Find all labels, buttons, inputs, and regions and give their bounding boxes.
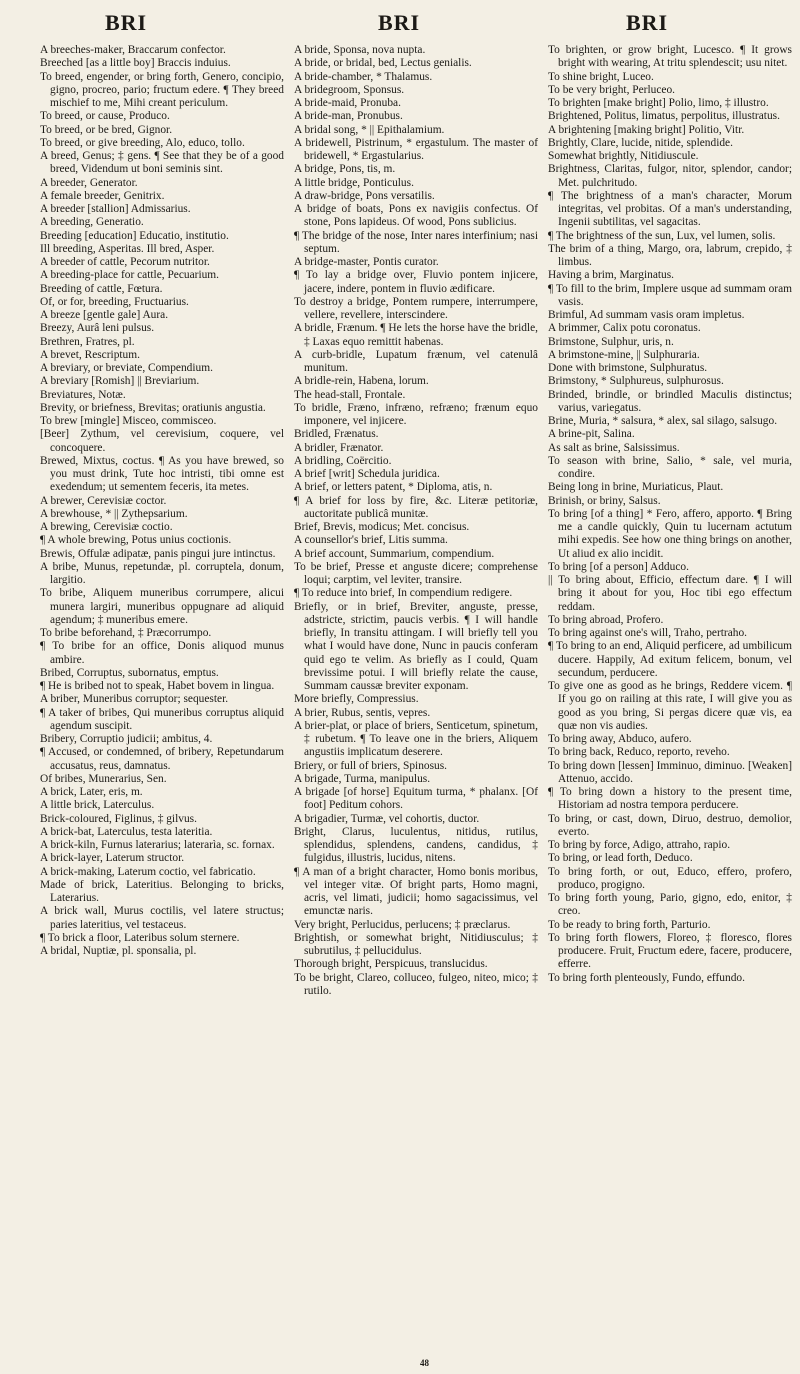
dictionary-entry: To breed, engender, or bring forth, Genero, concipio, gigno, procreo, pario; fructum edere. ¶ They breed mischief to me, Mihi creant periculum. [40, 70, 284, 109]
dictionary-entry: Brightish, or somewhat bright, Nitidiusculus; ‡ subrutilus, ‡ pellucidulus. [294, 931, 538, 957]
dictionary-entry: To give one as good as he brings, Reddere vicem. ¶ If you go on railing at this rate, I will give you as good as you bring, Si pergas dicere quæ vis, ea quæ non vis audies. [548, 680, 792, 732]
dictionary-entry: A brier-plat, or place of briers, Senticetum, spinetum, ‡ rubetum. ¶ To leave one in the briers, Aliquem angustiis implicatum deserere. [294, 719, 538, 759]
dictionary-entry: Being long in brine, Muriaticus, Plaut. [548, 481, 724, 494]
dictionary-entry: To breed, or cause, Produco. [40, 110, 170, 123]
dictionary-entry: A breeding-place for cattle, Pecuarium. [40, 269, 220, 282]
dictionary-entry: Breeding [education] Educatio, institutio. [40, 229, 229, 242]
dictionary-entry: [Beer] Zythum, vel cerevisium, coquere, vel concoquere. [40, 428, 284, 454]
dictionary-entry: As salt as brine, Salsissimus. [548, 441, 680, 454]
dictionary-entry: To bring, or lead forth, Deduco. [548, 852, 693, 865]
left-column [40, 44, 284, 1356]
dictionary-entry: Briery, or full of briers, Spinosus. [294, 759, 448, 772]
dictionary-entry: A breviary, or breviate, Compendium. [40, 362, 213, 374]
dictionary-entry: To be ready to bring forth, Parturio. [548, 918, 711, 931]
dictionary-entry: A little bridge, Ponticulus. [294, 176, 414, 189]
dictionary-entry: To bring against one's will, Traho, pertraho. [548, 627, 747, 639]
dictionary-entry: Brightness, Claritas, fulgor, nitor, splendor, candor; Met. pulchritudo. [548, 163, 792, 189]
dictionary-entry: Brimful, Ad summam vasis oram impletus. [548, 309, 745, 321]
dictionary-entry: A breeze [gentle gale] Aura. [40, 309, 169, 321]
dictionary-entry: A brevet, Rescriptum. [40, 348, 140, 361]
dictionary-entry: A brewer, Cerevisiæ coctor. [40, 494, 167, 507]
dictionary-entry: To be brief, Presse et anguste dicere; comprehense loqui; carptim, vel leviter, transire. [294, 560, 538, 586]
dictionary-entry: A brick-making, Laterum coctio, vel fabricatio. [40, 865, 256, 878]
dictionary-entry: A bridge-master, Pontis curator. [294, 256, 439, 268]
dictionary-entry: ¶ To fill to the brim, Implere usque ad summam oram vasis. [548, 282, 792, 308]
dictionary-entry: A bridge of boats, Pons ex navigiis confectus. Of stone, Pons lapideus. Of wood, Pons sublicius. [294, 203, 538, 229]
dictionary-entry: A breed, Genus; ‡ gens. ¶ See that they be of a good breed, Videndum ut boni seminis sint. [40, 150, 284, 176]
dictionary-entry: ¶ To lay a bridge over, Fluvio pontem injicere, jacere, indere, pontem in fluvio ædificare. [294, 269, 538, 295]
dictionary-entry: A bridewell, Pistrinum, * ergastulum. The master of bridewell, * Ergastularius. [294, 136, 538, 162]
running-header-left: BRI [105, 10, 148, 35]
dictionary-entry: Briefly, or in brief, Breviter, anguste, presse, adstricte, strictim, paucis verbis. ¶ I will handle briefly, In transitu attingam. I will briefly tell you what I would have done, Nunc in paucis conferam quid ego te velim. As briefly as I could, Quam brevissime potui. I will briefly relate the cause, Summam caussæ breviter exponam. [294, 600, 538, 692]
dictionary-entry: To be bright, Clareo, colluceo, fulgeo, niteo, mico; ‡ rutilo. [294, 971, 538, 997]
dictionary-entry: The brim of a thing, Margo, ora, labrum, crepido, ‡ limbus. [548, 242, 792, 268]
dictionary-entry: A brick-kiln, Furnus laterarius; laterarìa, sc. fornax. [40, 839, 275, 851]
dictionary-entry: Breeched [as a little boy] Braccis induius. [40, 57, 231, 70]
dictionary-entry: Of bribes, Munerarius, Sen. [40, 772, 167, 785]
dictionary-entry: A bridler, Frænator. [294, 441, 384, 454]
dictionary-entry: To bring [of a person] Adduco. [548, 560, 689, 573]
dictionary-entry: To bring forth young, Pario, gigno, edo, enitor, ‡ creo. [548, 892, 792, 918]
dictionary-entry: Made of brick, Lateritius. Belonging to bricks, Laterarius. [40, 878, 284, 904]
dictionary-entry: To bring forth plenteously, Fundo, effundo. [548, 971, 745, 984]
dictionary-entry: ¶ A whole brewing, Potus unius coctionis. [40, 534, 232, 547]
running-header-center: BRI [378, 10, 421, 35]
dictionary-entry: A breeder [stallion] Admissarius. [40, 203, 191, 215]
dictionary-entry: To bribe beforehand, ‡ Præcorrumpo. [40, 627, 212, 639]
dictionary-entry: A bride-maid, Pronuba. [294, 97, 401, 109]
dictionary-entry: Bribery, Corruptio judicii; ambitus, 4. [40, 733, 213, 745]
dictionary-entry: Bright, Clarus, luculentus, nitidus, rutilus, splendidus, splendens, candens, candidus, ‡ fulgidus, illustris, lucidus, nitens. [294, 825, 538, 865]
dictionary-entry: ¶ Accused, or condemned, of bribery, Repetundarum accusatus, reus, damnatus. [40, 746, 284, 772]
dictionary-entry: To season with brine, Salio, * sale, vel muria, condire. [548, 454, 792, 480]
dictionary-entry: To shine bright, Luceo. [548, 70, 654, 83]
dictionary-entry: Breeding of cattle, Fœtura. [40, 282, 163, 295]
dictionary-entry: Ill breeding, Asperitas. Ill bred, Asper. [40, 242, 215, 255]
dictionary-entry: A bridling, Coërcitio. [294, 454, 392, 467]
dictionary-entry: To bridle, Fræno, infræno, refræno; frænum equo imponere, vel injicere. [294, 401, 538, 427]
dictionary-entry: To brew [mingle] Misceo, commisceo. [40, 415, 217, 427]
running-headers [0, 10, 800, 38]
dictionary-entry: Brine, Muria, * salsura, * alex, sal silago, salsugo. [548, 415, 778, 427]
dictionary-entry: Thorough bright, Perspicuus, translucidus. [294, 958, 488, 971]
dictionary-entry: A bridge, Pons, tis, m. [294, 163, 396, 176]
dictionary-entry: To bring abroad, Profero. [548, 613, 664, 626]
dictionary-entry: A brick-bat, Laterculus, testa lateritia. [40, 825, 213, 838]
dictionary-entry: ¶ To brick a floor, Lateribus solum sternere. [40, 931, 240, 944]
dictionary-entry: To destroy a bridge, Pontem rumpere, interrumpere, vellere, revellere, interscindere. [294, 295, 538, 321]
dictionary-entry: A brier, Rubus, sentis, vepres. [294, 706, 431, 719]
dictionary-entry: More briefly, Compressius. [294, 693, 419, 706]
dictionary-entry: To bring down [lessen] Imminuo, diminuo. [Weaken] Attenuo, accido. [548, 759, 792, 785]
dictionary-entry: A brewing, Cerevisiæ coctio. [40, 521, 173, 533]
dictionary-entry: A brimstone-mine, || Sulphuraria. [548, 348, 700, 361]
page-number: 48 [420, 1358, 429, 1368]
dictionary-entry: A bride, Sponsa, nova nupta. [294, 44, 426, 56]
dictionary-entry: A briber, Muneribus corruptor; sequester. [40, 693, 229, 706]
dictionary-entry: Breviatures, Notæ. [40, 388, 126, 401]
dictionary-entry: A draw-bridge, Pons versatilis. [294, 189, 435, 202]
dictionary-entry: A brick-layer, Laterum structor. [40, 852, 185, 865]
dictionary-entry: ¶ The brightness of the sun, Lux, vel lumen, solis. [548, 229, 776, 242]
dictionary-entry: A brief account, Summarium, compendium. [294, 547, 495, 560]
dictionary-entry: Bridled, Frænatus. [294, 428, 379, 441]
right-column [548, 44, 792, 1356]
running-header-right: BRI [626, 10, 669, 35]
dictionary-entry: A bridle, Frænum. ¶ He lets the horse have the bridle, ‡ Laxas equo remittit habenas. [294, 322, 538, 348]
dictionary-entry: Done with brimstone, Sulphuratus. [548, 362, 708, 374]
dictionary-entry: A bridegroom, Sponsus. [294, 83, 405, 96]
dictionary-entry: ¶ To bring down a history to the present time, Historiam ad nostra tempora perducere. [548, 786, 792, 812]
dictionary-entry: A brimmer, Calix potu coronatus. [548, 322, 701, 335]
dictionary-entry: Brinish, or briny, Salsus. [548, 494, 661, 507]
dictionary-entry: A bride-chamber, * Thalamus. [294, 70, 433, 83]
dictionary-entry: ¶ The bridge of the nose, Inter nares interfinium; nasi septum. [294, 229, 538, 255]
dictionary-entry: || To bring about, Efficio, effectum dare. ¶ I will bring it about for you, Hoc tibi ego effectum reddam. [548, 574, 792, 613]
dictionary-entry: To bribe, Aliquem muneribus corrumpere, alicui munera largiri, muneribus oppugnare ad aliquid agendum; ‡ muneribus emere. [40, 587, 284, 626]
dictionary-entry: To be very bright, Perluceo. [548, 83, 675, 96]
dictionary-entry: A breviary [Romish] || Breviarium. [40, 375, 200, 388]
dictionary-entry: ¶ The brightness of a man's character, Morum integritas, vel probitas. Of a man's understanding, Ingenii subtilitas, vel sagacitas. [548, 189, 792, 229]
dictionary-entry: A brigade [of horse] Equitum turma, * phalanx. [Of foot] Peditum cohors. [294, 786, 538, 812]
dictionary-entry: A female breeder, Genitrix. [40, 189, 165, 202]
dictionary-entry: A little brick, Laterculus. [40, 799, 155, 812]
dictionary-entry: Brinded, brindle, or brindled Maculis distinctus; varius, variegatus. [548, 388, 792, 414]
dictionary-entry: A curb-bridle, Lupatum frænum, vel catenulâ munitum. [294, 348, 538, 374]
dictionary-entry: To bring back, Reduco, reporto, reveho. [548, 746, 730, 759]
dictionary-entry: ¶ A man of a bright character, Homo bonis moribus, vel integer vitæ. Of bright parts, Homo magni, acris, vel limati, judicii; homo sagacissimus, vel emunctæ naris. [294, 865, 538, 918]
dictionary-entry: ¶ A brief for loss by fire, &c. Literæ petitoriæ, auctoritate publicâ munitæ. [294, 494, 538, 520]
dictionary-entry: To bring forth, or out, Educo, effero, profero, produco, progigno. [548, 865, 792, 891]
dictionary-entry: To bring forth flowers, Floreo, ‡ floresco, flores producere. Fruit, Fructum edere, facere, producere, efferre. [548, 931, 792, 971]
dictionary-entry: ¶ To reduce into brief, In compendium redigere. [294, 587, 513, 600]
dictionary-entry: A bridal song, * || Epithalamium. [294, 123, 445, 136]
dictionary-entry: Brightened, Politus, limatus, perpolitus, illustratus. [548, 110, 780, 123]
dictionary-entry: A breeder of cattle, Pecorum nutritor. [40, 256, 210, 268]
dictionary-entry: Brick-coloured, Figlinus, ‡ gilvus. [40, 812, 197, 825]
dictionary-entry: Brewed, Mixtus, coctus. ¶ As you have brewed, so you must drink, Tute hoc intristi, tibi omne est exedendum; ut sementem feceris, ita metes. [40, 454, 284, 494]
dictionary-entry: A brightening [making bright] Politio, Vitr. [548, 123, 745, 136]
dictionary-entry: To bring, or cast, down, Diruo, destruo, demolior, everto. [548, 812, 792, 838]
dictionary-entry: To breed, or give breeding, Alo, educo, tollo. [40, 136, 245, 149]
dictionary-entry: A brigadier, Turmæ, vel cohortis, ductor. [294, 812, 480, 825]
dictionary-entry: A counsellor's brief, Litis summa. [294, 534, 448, 547]
dictionary-entry: A brine-pit, Salina. [548, 428, 635, 441]
dictionary-entry: A brigade, Turma, manipulus. [294, 772, 431, 785]
dictionary-entry: Brightly, Clare, lucide, nitide, splendide. [548, 136, 733, 149]
dictionary-entry: A breeding, Generatio. [40, 216, 144, 229]
dictionary-entry: To brighten, or grow bright, Lucesco. ¶ It grows bright with wearing, At tritu splendescit; usu nitet. [548, 44, 792, 70]
dictionary-entry: A brief [writ] Schedula juridica. [294, 468, 440, 480]
dictionary-entry: Breezy, Aurâ leni pulsus. [40, 322, 155, 335]
dictionary-entry: ¶ To bring to an end, Aliquid perficere, ad umbilicum ducere. Happily, Ad exitum felicem, bonum, vel secundum, perducere. [548, 640, 792, 679]
dictionary-entry: A brick, Later, eris, m. [40, 786, 143, 798]
dictionary-entry: Somewhat brightly, Nitidiuscule. [548, 150, 699, 162]
dictionary-entry: The head-stall, Frontale. [294, 388, 406, 401]
dictionary-entry: A brewhouse, * || Zythepsarium. [40, 507, 188, 520]
middle-column [294, 44, 538, 1356]
dictionary-entry: Of, or for, breeding, Fructuarius. [40, 295, 189, 308]
dictionary-entry: To brighten [make bright] Polio, limo, ‡ illustro. [548, 97, 769, 109]
dictionary-entry: To bring away, Abduco, aufero. [548, 733, 692, 745]
dictionary-entry: Bribed, Corruptus, subornatus, emptus. [40, 666, 219, 679]
dictionary-entry: Brevity, or briefness, Brevitas; oratiunis angustia. [40, 401, 266, 414]
dictionary-entry: A bride, or bridal, bed, Lectus genialis. [294, 57, 472, 70]
dictionary-entry: ¶ A taker of bribes, Qui muneribus corruptus aliquid agendum suscipit. [40, 706, 284, 732]
dictionary-entry: To bring [of a thing] * Fero, affero, apporto. ¶ Bring me a candle quickly, Quin tu lucernam actutum mihi expedis. See how one thing brings on another, Ut aliud ex alio incidit. [548, 507, 792, 560]
dictionary-entry: Brewis, Offulæ adipatæ, panis pingui jure intinctus. [40, 547, 276, 560]
dictionary-entry: A breeches-maker, Braccarum confector. [40, 44, 226, 56]
dictionary-entry: A bribe, Munus, repetundæ, pl. corruptela, donum, largitio. [40, 560, 284, 586]
dictionary-entry: Brimstony, * Sulphureus, sulphurosus. [548, 375, 724, 388]
dictionary-entry: ¶ To bribe for an office, Donis aliquod munus ambire. [40, 640, 284, 666]
dictionary-entry: To bring by force, Adigo, attraho, rapio. [548, 839, 731, 851]
dictionary-entry: A bridal, Nuptiæ, pl. sponsalia, pl. [40, 945, 197, 957]
dictionary-entry: A brick wall, Murus coctilis, vel latere structus; paries lateritius, vel testaceus. [40, 905, 284, 931]
dictionary-entry: A bridle-rein, Habena, lorum. [294, 375, 429, 388]
dictionary-entry: Brethren, Fratres, pl. [40, 335, 135, 348]
dictionary-entry: ¶ He is bribed not to speak, Habet bovem in lingua. [40, 680, 275, 692]
dictionary-entry: Very bright, Perlucidus, perlucens; ‡ præclarus. [294, 918, 511, 931]
dictionary-entry: To breed, or be bred, Gignor. [40, 123, 173, 136]
dictionary-entry: Brief, Brevis, modicus; Met. concisus. [294, 521, 470, 533]
dictionary-entry: Brimstone, Sulphur, uris, n. [548, 335, 674, 348]
dictionary-entry: A bride-man, Pronubus. [294, 110, 403, 123]
dictionary-entry: Having a brim, Marginatus. [548, 269, 675, 282]
dictionary-entry: A breeder, Generator. [40, 176, 138, 189]
dictionary-entry: A brief, or letters patent, * Diploma, atis, n. [294, 481, 493, 494]
